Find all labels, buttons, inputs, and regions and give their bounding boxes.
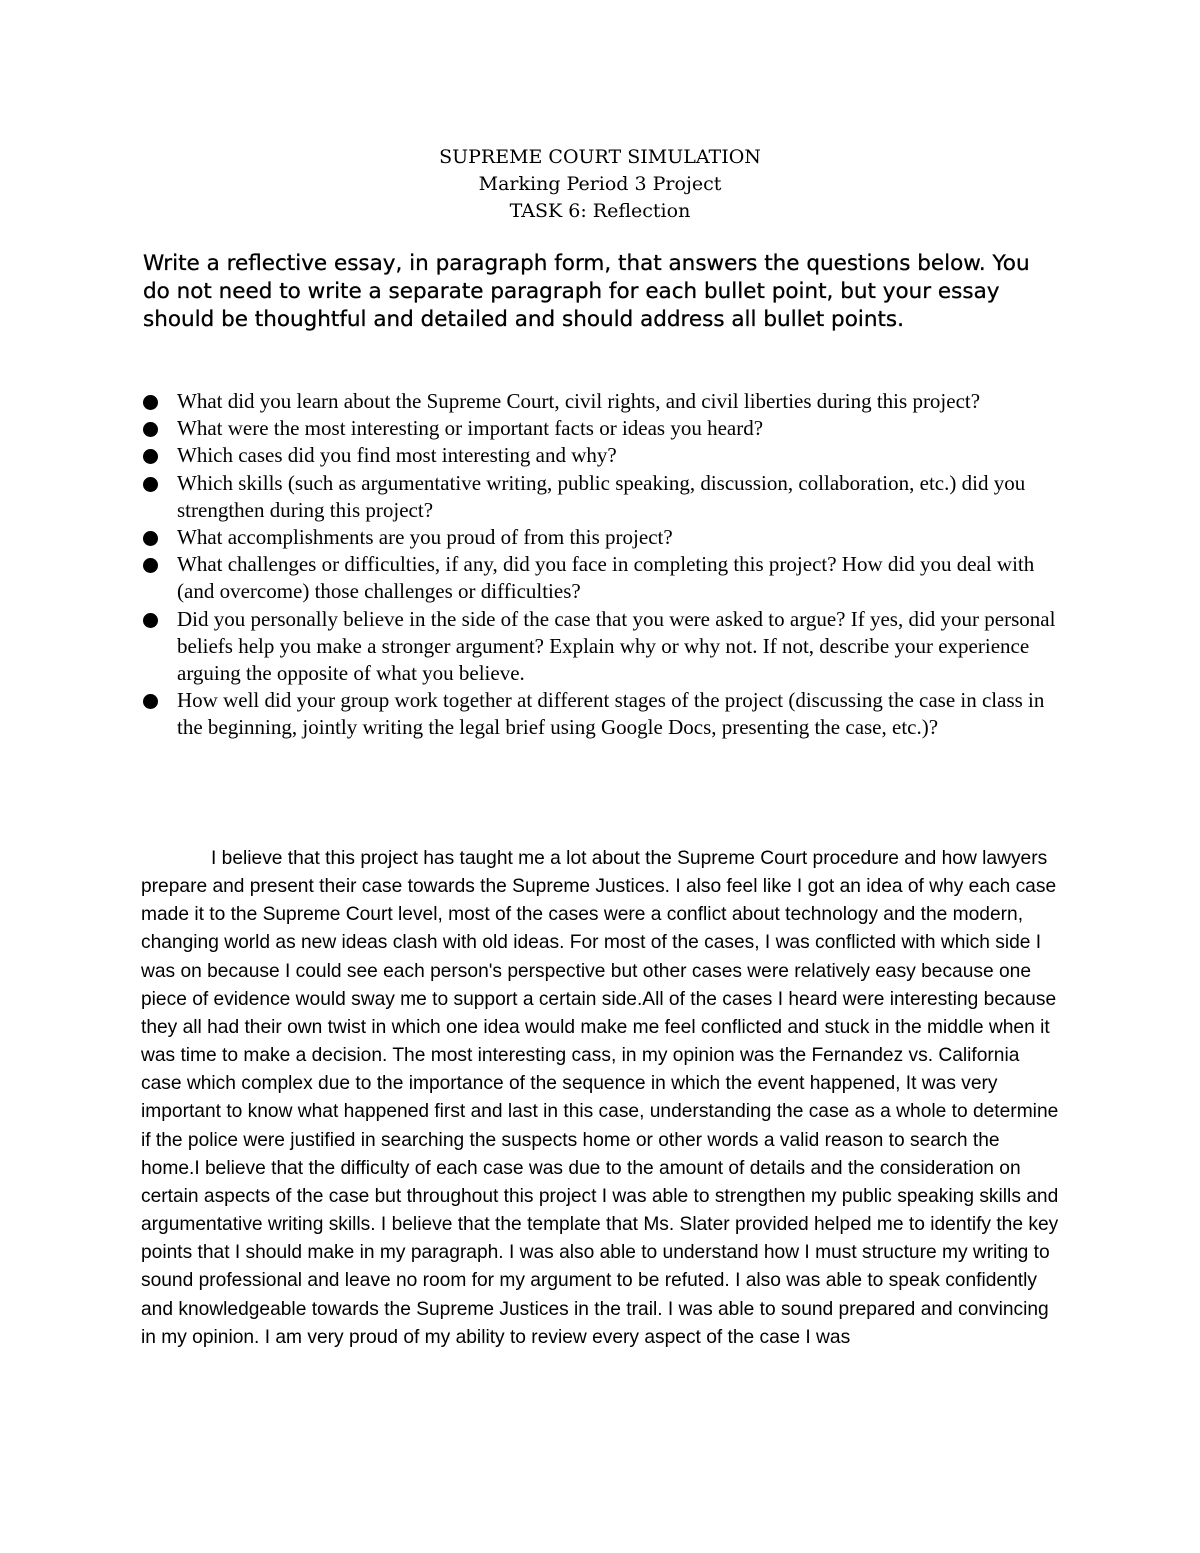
question-text: What did you learn about the Supreme Court, civil rights, and civil liberties during this project? xyxy=(177,389,981,413)
task-heading: TASK 6: Reflection xyxy=(509,200,691,222)
bullet-icon xyxy=(143,395,158,410)
bullet-icon xyxy=(143,531,158,546)
bullet-icon xyxy=(143,558,158,573)
question-text: Which skills (such as argumentative writing, public speaking, discussion, collaboration, etc.) did you strengthen during this project? xyxy=(177,470,1026,522)
question-item xyxy=(143,470,1073,524)
question-text: What challenges or difficulties, if any, did you face in completing this project? How did you deal with (and overcome) those challenges or difficulties? xyxy=(177,552,1035,604)
question-item xyxy=(143,606,1073,688)
essay-paragraph xyxy=(141,845,1061,1352)
document-header xyxy=(0,144,1200,225)
document-title: SUPREME COURT SIMULATION xyxy=(439,146,761,168)
question-item xyxy=(143,415,1073,442)
question-item xyxy=(143,388,1073,415)
question-text: Which cases did you find most interesting and why? xyxy=(177,443,617,468)
bullet-icon xyxy=(143,613,158,628)
bullet-icon xyxy=(143,477,158,492)
question-text: How well did your group work together at different stages of the project (discussing the case in class in the beginning, jointly writing the legal brief using Google Docs, presenting the case, etc.)? xyxy=(177,688,1045,740)
question-list xyxy=(143,388,1073,742)
question-text: What were the most interesting or important facts or ideas you heard? xyxy=(177,416,764,441)
bullet-icon xyxy=(143,422,158,437)
question-item xyxy=(143,551,1073,605)
bullet-icon xyxy=(143,694,158,709)
essay-text: I believe that this project has taught me a lot about the Supreme Court procedure and how lawyers prepare and present their case towards the Supreme Justices. I also feel like I got an idea of why each case made it to the Supreme Court level, most of the cases were a conflict about technology and the modern, changing world as new ideas clash with old ideas. For most of the cases, I was conflicted with which side I was on because I could see each person's perspective but other cases were relatively easy because one piece of evidence would sway me to support a certain side.All of the cases I heard were interesting because they all had their own twist in which one idea would make me feel conflicted and stuck in the middle when it was time to make a decision. The most interesting cass, in my opinion was the Fernandez vs. California case which complex due to the importance of the sequence in which the event happened, It was very important to know what happened first and last in this case, understanding the case as a whole to determine if the police were justified in searching the suspects home or other words a valid reason to search the home.I believe that the difficulty of each case was due to the amount of details and the consideration on certain aspects of the case but throughout this project I was able to strengthen my public speaking skills and argumentative writing skills. I believe that the template that Ms. Slater provided helped me to identify the key points that I should make in my paragraph. I was also able to understand how I must structure my writing to sound professional and leave no room for my argument to be refuted. I also was able to speak confidently and knowledgeable towards the Supreme Justices in the trail. I was able to sound prepared and convincing in my opinion. I am very proud of my ability to review every aspect of the case I was xyxy=(141,848,1059,1348)
question-text: Did you personally believe in the side of the case that you were asked to argue? If yes, did your personal beliefs help you make a stronger argument? Explain why or why not. If not, describe your experience arguing the opposite of what you believe. xyxy=(177,606,1056,686)
question-text: What accomplishments are you proud of from this project? xyxy=(177,525,673,550)
instructions-paragraph: Write a reflective essay, in paragraph form, that answers the questions below. You do not need to write a separate paragraph for each bullet point, but your essay should be thoughtful and detailed and should address all bullet points. xyxy=(143,251,1030,332)
bullet-icon xyxy=(143,449,158,464)
question-item xyxy=(143,524,1073,551)
document-subtitle: Marking Period 3 Project xyxy=(478,173,722,195)
question-item xyxy=(143,687,1073,741)
question-item xyxy=(143,442,1073,469)
